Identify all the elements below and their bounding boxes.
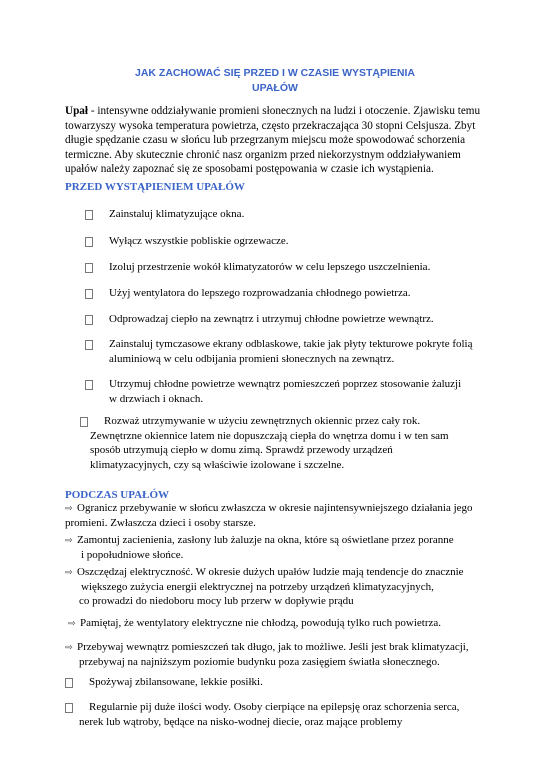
document-title [60, 66, 490, 96]
list-item: ⇨ Zamontuj zacienienia, zasłony lub żaluzje na okna, które są oświetlane przez poranne [65, 533, 454, 549]
arrow-right-icon: ⇨ [65, 504, 73, 514]
checkbox-icon [65, 703, 73, 713]
document-page: JAK ZACHOWAĆ SIĘ PRZED I W CZASIE WYSTĄPIENIA UPAŁÓW Upał - intensywne oddziaływanie promieni słonecznych na ludzi i otoczenie. Zjawisku temu towarzyszy wysoka temperatura powietrza, często przekraczająca 30 stopni Celsjusza. Zbyt długie spędzanie czasu w słońcu lub przegrzanym miejscu może spowodować schorzenia termiczne. Aby skutecznie chronić nasz organizm przed niekorzystnym oddziaływaniem upałów należy zapoznać się ze sposobami postępowania w czasie ich wystąpienia. PRZED WYSTĄPIENIEM UPAŁÓW Zainstaluj klimatyzujące okna. Wyłącz wszystkie pobliskie ogrzewacze. Izoluj przestrzenie wokół klimatyzatorów w celu lepszego uszczelnienia. Użyj wentylatora do lepszego rozprowadzania chłodnego powietrza. Odprowadzaj ciepło na zewnątrz i utrzymuj chłodne powietrze wewnątrz. Zainstaluj tymczasowe ekrany odblaskowe, takie jak płyty tekturowe pokryte folią aluminiową w celu odbijania promieni słonecznych na zewnątrz. Utrzymuj chłodne powietrze wewnątrz pomieszczeń poprzez stosowanie żaluzji w drzwiach i oknach. Rozważ utrzymywanie w użyciu zewnętrznych okiennic przez cały rok. Zewnętrzne okiennice latem nie dopuszczają ciepła do wnętrza domu i w ten sam sposób utrzymują ciepło w domu zimą. Sprawdź przewody urządzeń klimatyzacyjnych, czy są właściwie izolowane i szczelne. PODCZAS UPAŁÓW ⇨ Ogranicz przebywanie w słońcu zwłaszcza w okresie najintensywniejszego działania jego promieni. Zwłaszcza dzieci i osoby starsze. ⇨ Zamontuj zacienienia, zasłony lub żaluzje na okna, które są oświetlane przez poranne i popołudniowe słońce. ⇨ Oszczędzaj elektryczność. W okresie dużych upałów ludzie mają tendencje do znacznie większego zużycia energii elektrycznej na potrzeby urządzeń klimatyzacyjnych, co prowadzi do niedoboru mocy lub przerw w dopływie prądu ⇨ Pamiętaj, że wentylatory elektryczne nie chłodzą, powodują tylko ruch powietrza. ⇨ Przebywaj wewnątrz pomieszczeń tak długo, jak to możliwe. Jeśli jest brak klimatyzacji, przebywaj na najniższym poziomie budynku poza zasięgiem światła słonecznego. Spożywaj zbilansowane, lekkie posiłki. Regularnie pij duże ilości wody. Osoby cierpiące na epilepsję oraz schorzenia serca, nerek lub wątroby, będące na nisko-wodnej diecie, oraz mające problemy [0, 0, 550, 777]
list-item-continuation: promieni. Zwłaszcza dzieci i osoby starsze. [65, 516, 256, 529]
intro-paragraph [65, 104, 490, 177]
checkbox-icon [65, 678, 73, 688]
list-item: ⇨ Pamiętaj, że wentylatory elektryczne nie chłodzą, powodują tylko ruch powietrza. [68, 616, 441, 632]
section-heading-during: PODCZAS UPAŁÓW [65, 489, 169, 501]
list-item-continuation: i popołudniowe słońce. [81, 548, 184, 561]
intro-line: upałów należy zapoznać się ze sposobami postępowania w czasie ich wystąpienia. [65, 163, 434, 176]
title-line-2: UPAŁÓW [252, 82, 298, 94]
title-line-1: JAK ZACHOWAĆ SIĘ PRZED I W CZASIE WYSTĄPIENIA [134, 67, 415, 79]
checkbox-icon [85, 237, 93, 247]
section-heading-before: PRZED WYSTĄPIENIEM UPAŁÓW [65, 181, 245, 193]
checkbox-icon [85, 289, 93, 299]
checkbox-icon [85, 210, 93, 220]
list-item-continuation: co prowadzi do niedoboru mocy lub przerw w dopływie prądu [79, 595, 354, 608]
checkbox-icon [85, 315, 93, 325]
intro-line: długie spędzanie czasu w słońcu lub przegrzanym miejscu może spowodować schorzenia [65, 134, 466, 147]
intro-line: Upał - intensywne oddziaływanie promieni słonecznych na ludzi i otoczenie. Zjawisku temu [65, 105, 481, 117]
checkbox-icon [85, 340, 93, 350]
checkbox-icon [80, 417, 88, 427]
arrow-right-icon: ⇨ [68, 619, 76, 629]
list-item: ⇨ Przebywaj wewnątrz pomieszczeń tak długo, jak to możliwe. Jeśli jest brak klimatyzacji, [65, 640, 469, 656]
arrow-right-icon: ⇨ [65, 568, 73, 578]
intro-line: towarzyszy wysoka temperatura powietrza, często przekraczająca 30 stopni Celsjusza. Zbyt [65, 119, 476, 132]
checkbox-icon [85, 263, 93, 273]
list-item-continuation: przebywaj na najniższym poziomie budynku poza zasięgiem światła słonecznego. [79, 655, 440, 668]
checkbox-icon [85, 380, 93, 390]
arrow-right-icon: ⇨ [65, 536, 73, 546]
list-item: ⇨ Ogranicz przebywanie w słońcu zwłaszcza w okresie najintensywniejszego działania jego [65, 501, 473, 517]
list-item-continuation: większego zużycia energii elektrycznej na potrzeby urządzeń klimatyzacyjnych, [81, 580, 434, 593]
intro-term: Upał [65, 105, 89, 117]
list-item: ⇨ Oszczędzaj elektryczność. W okresie dużych upałów ludzie mają tendencje do znacznie [65, 565, 464, 581]
arrow-right-icon: ⇨ [65, 643, 73, 653]
intro-line: termiczne. Aby skutecznie chronić nasz organizm przed niekorzystnym oddziaływaniem [65, 148, 461, 161]
